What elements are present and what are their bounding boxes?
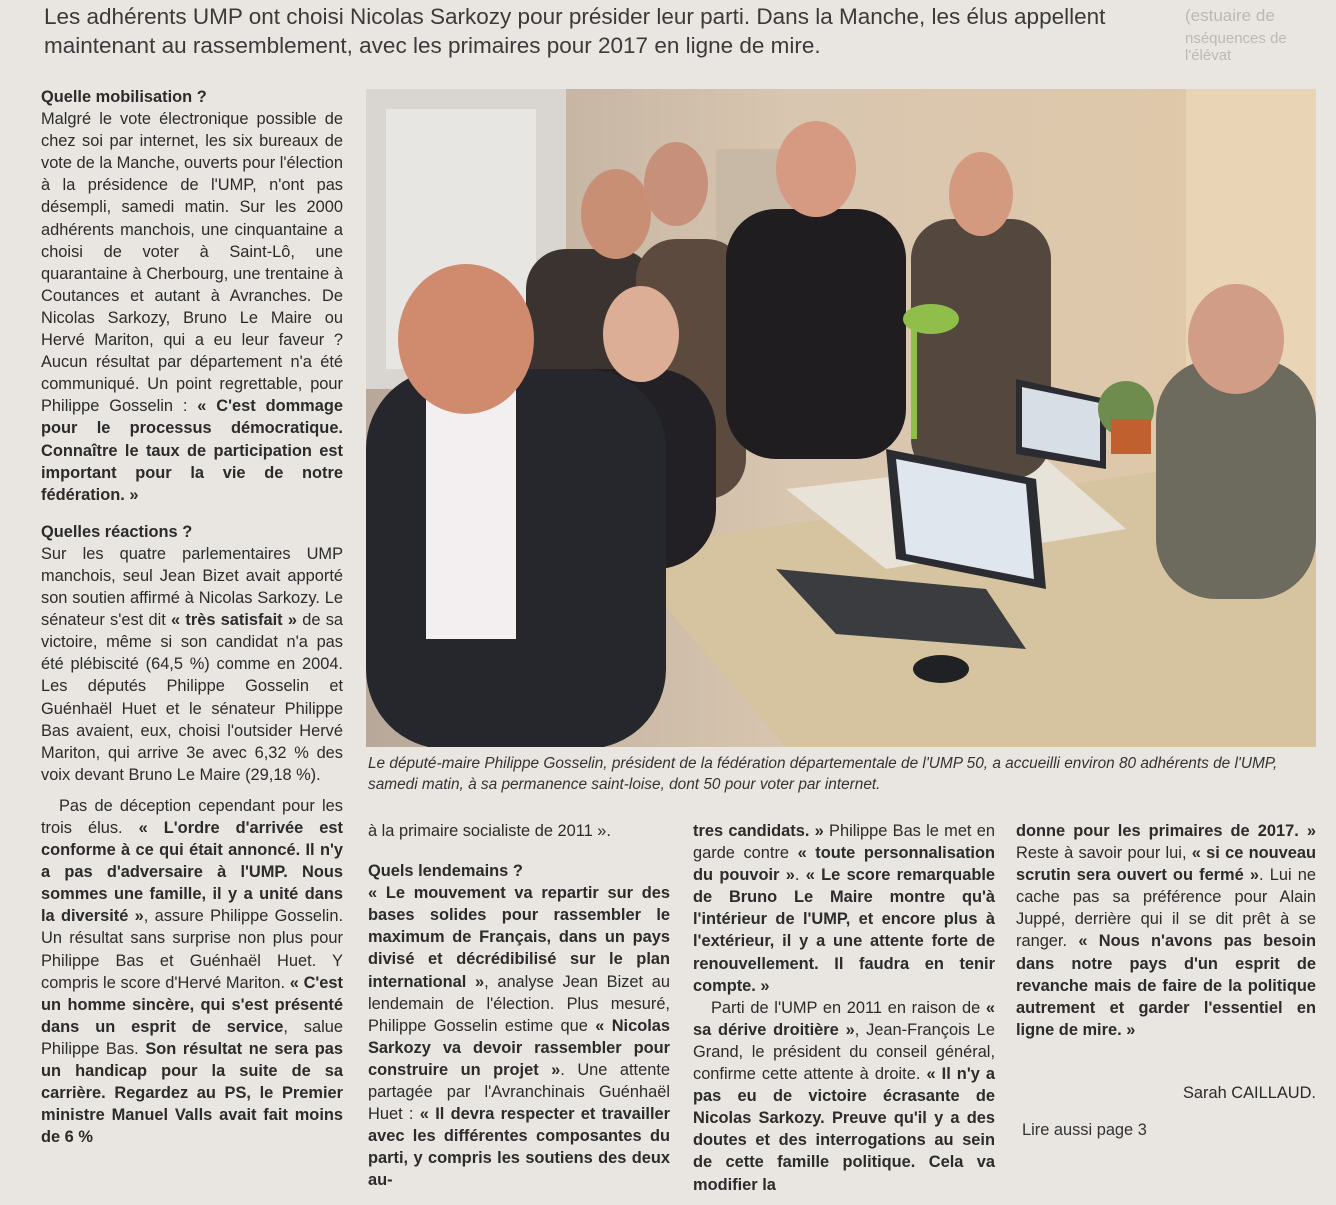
section-heading-lendemains: Quels lendemains ? xyxy=(368,862,523,881)
text: , salue Philippe Bas. xyxy=(41,1017,343,1058)
column-2 xyxy=(368,820,670,1192)
see-also-note: Lire aussi page 3 xyxy=(1022,1121,1147,1139)
quote: « très satisfait » xyxy=(171,611,297,630)
column-1 xyxy=(41,86,343,1148)
quote: « sa dérive droitière » xyxy=(693,998,995,1039)
text: de sa victoire, même si son candidat n'a pas été plébiscité (64,5 %) comme en 2004. Les députés Philippe Gosselin et Guénhaël Huet et le sénateur Philippe Bas avaient, eux, choisi l'outsider Hervé Mariton, qui arrive 3e avec 6,32 % des voix devant Bruno Le Maire (29,18 %). xyxy=(41,611,344,784)
text: Philippe Bas le met en garde contre xyxy=(693,822,995,863)
author-signature: Sarah CAILLAUD. xyxy=(1182,1084,1316,1102)
quote: Son résultat ne sera pas un handicap pour la suite de sa carrière. Regardez au PS, le Premier ministre Manuel Valls avait fait moins de 6 % xyxy=(41,1039,343,1147)
section-heading-reactions: Quelles réactions ? xyxy=(41,522,193,541)
text: à la primaire socialiste de 2011 ». xyxy=(368,822,611,840)
text: . Une attente partagée par l'Avranchinais Guénhaël Huet : xyxy=(368,1060,670,1124)
section-heading-mobilisation: Quelle mobilisation ? xyxy=(41,88,207,106)
column-4 xyxy=(1016,820,1316,1041)
quote: « Nicolas Sarkozy va devoir rassembler pour construire un projet » xyxy=(368,1016,670,1079)
text: Malgré le vote électronique possible de chez soi par internet, les six bureaux de vote de la Manche, ouverts pour l'élection à la présidence de l'UMP, n'ont pas désempli, samedi matin. Sur les 2000 adhérents manchois, une cinquantaine a choisi de voter à Saint-Lô, une quarantaine à Cherbourg, une trentaine à Coutances et autant à Avranches. De Nicolas Sarkozy, Bruno Le Maire ou Hervé Mariton, qui a eu leur faveur ? Aucun résultat par département n'a été communiqué. Un point regrettable, pour Philippe Gosselin : xyxy=(41,110,343,416)
text: , assure Philippe Gosselin. Un résultat sans surprise non plus pour Philippe Bas et Guénhaël Huet. Y compris le score d'Hervé Mariton. xyxy=(41,907,343,992)
article-photo xyxy=(366,89,1316,747)
text: Parti de l'UMP en 2011 en raison de xyxy=(711,998,986,1017)
quote: « Le mouvement va repartir sur des bases solides pour rassembler le maximum de Français, dans un pays divisé et décrédibilisé sur le plan international » xyxy=(368,884,670,991)
quote: « Il n'y a pas eu de victoire écrasante de Nicolas Sarkozy. Preuve qu'il y a des doutes et des interrogations au sein de cette famille politique. Cela va modifier la xyxy=(693,1065,996,1194)
photo-caption: Le député-maire Philippe Gosselin, président de la fédération départementale de l'UMP 50, a accueilli environ 80 adhérents de l'UMP, samedi matin, à sa permanence saint-loise, dont 50 pour voter par internet. xyxy=(368,755,1278,793)
text: Reste à savoir pour lui, xyxy=(1016,844,1192,863)
quote: tres candidats. » xyxy=(693,822,824,840)
text: Sur les quatre parlementaires UMP manchois, seul Jean Bizet avait apporté son soutien affirmé à Nicolas Sarkozy. Le sénateur s'est dit xyxy=(41,544,343,630)
quote: « C'est dommage pour le processus démocratique. Connaître le taux de participation est important pour la vie de notre fédération. » xyxy=(41,397,343,504)
quote: « C'est un homme sincère, qui s'est présenté dans un esprit de service xyxy=(41,973,343,1036)
photo-illustration xyxy=(366,89,1316,747)
quote: « Il devra respecter et travailler avec les différentes composantes du parti, y compris les soutiens des deux au- xyxy=(368,1105,670,1190)
text: , analyse Jean Bizet au lendemain de l'élection. Plus mesuré, Philippe Gosselin estime que xyxy=(368,972,670,1035)
quote: « Nous n'avons pas besoin dans notre pays d'un esprit de revanche mais de faire de la politique autrement et garder l'essentiel en ligne de mire. » xyxy=(1016,932,1316,1039)
text: . Lui ne cache pas sa préférence pour Alain Juppé, derrière qui il se dit prêt à se ranger. xyxy=(1016,866,1316,951)
quote: « toute personnalisation du pouvoir » xyxy=(693,844,995,885)
text: Pas de déception cependant pour les trois élus. xyxy=(41,796,343,837)
bleed-text-2: nséquences de l'élévat xyxy=(1185,30,1287,64)
quote: « L'ordre d'arrivée est conforme à ce qui était annoncé. Il n'y a pas d'adversaire à l'UMP. Nous sommes une famille, il y a unité dans la diversité » xyxy=(41,819,343,926)
quote: « si ce nouveau scrutin sera ouvert ou fermé » xyxy=(1016,844,1317,885)
quote: donne pour les primaires de 2017. » xyxy=(1016,822,1316,840)
quote: « Le score remarquable de Bruno Le Maire montre qu'à l'intérieur de l'UMP, et encore plus à l'extérieur, il y a une attente forte de renouvellement. Il faudra en tenir compte. » xyxy=(693,866,995,995)
text: , Jean-François Le Grand, le président du conseil général, confirme cette attente à droite. xyxy=(693,1020,995,1084)
bleed-text-1: (estuaire de xyxy=(1185,6,1275,25)
column-3 xyxy=(693,820,995,1196)
text: . xyxy=(794,866,806,885)
article-lead: Les adhérents UMP ont choisi Nicolas Sarkozy pour présider leur parti. Dans la Manche, les élus appellent maintenant au rassemblement, avec les primaires pour 2017 en ligne de mire. xyxy=(44,4,1106,58)
